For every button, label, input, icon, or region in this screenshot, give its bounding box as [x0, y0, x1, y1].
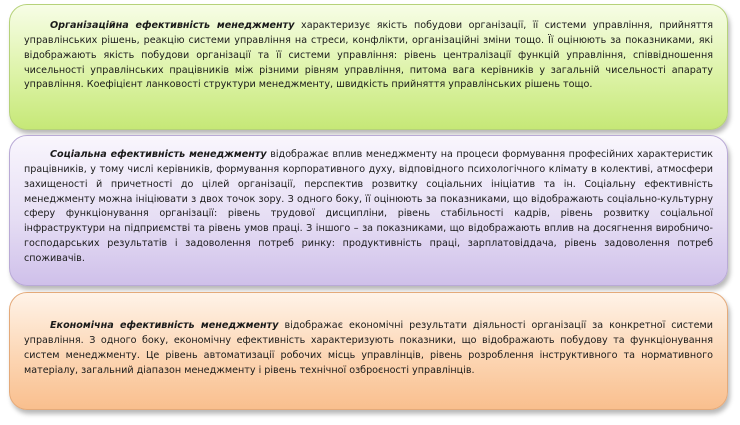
social-efficiency-paragraph: [24, 148, 713, 267]
social-efficiency-card: [9, 135, 728, 286]
economic-efficiency-paragraph: [24, 319, 713, 378]
organizational-efficiency-paragraph: [24, 19, 713, 93]
organizational-efficiency-card: [9, 4, 728, 130]
economic-efficiency-card: [9, 292, 728, 410]
economic-efficiency-text: відображає економічні результати діяльності організації за конкретної системи управління. З одного боку, економічну ефективність характеризують показники, що відображають побудову та функціонування систем менеджменту. Це рівень автоматизації робочих місць управлінців, рівень розроблення інструктивного та нормативного матеріалу, загальний діапазон менеджменту і рівень технічної озброєності управлінців.: [24, 320, 713, 376]
organizational-efficiency-text: характеризує якість побудови організації, її системи управління, прийняття управлінських рішень, реакцію системи управління на стреси, конфлікти, організаційні зміни тощо. Її оцінюють за показниками, які відображають якість побудови організації та її системи управління: рівень централізації функцій управління, співвідношення чисельності управлінських працівників між різними рівням управління, питома вага керівників у загальній чисельності апарату управління. Коефіцієнт ланковості структури менеджменту, швидкість прийняття управлінських рішень тощо.: [24, 20, 713, 91]
organizational-efficiency-title: Організаційна ефективність менеджменту: [50, 20, 295, 31]
economic-efficiency-title: Економічна ефективність менеджменту: [50, 320, 279, 331]
social-efficiency-text: відображає вплив менеджменту на процеси формування професійних характеристик працівників, у тому числі керівників, формування корпоративного духу, відповідного психологічного клімату в колективі, атмосфери захищеності й причетності до цілей організації, перспектив розвитку соціальних ініціатив та ін. Соціальну ефективність менеджменту можна ініціювати з двох точок зору. З одного боку, її оцінюють за показниками, що відображають соціально-культурну сферу функціонування організації: рівень трудової дисципліни, рівень стабільності кадрів, рівень розвитку соціальної інфраструктури на підприємстві та рівень умов праці. З іншого – за показниками, що відображають вплив на досягнення виробничо-господарських результатів і задоволення потреб ринку: продуктивність праці, зарплатовіддача, рівень задоволення потреб споживачів.: [24, 149, 713, 265]
social-efficiency-title: Соціальна ефективність менеджменту: [50, 149, 267, 160]
